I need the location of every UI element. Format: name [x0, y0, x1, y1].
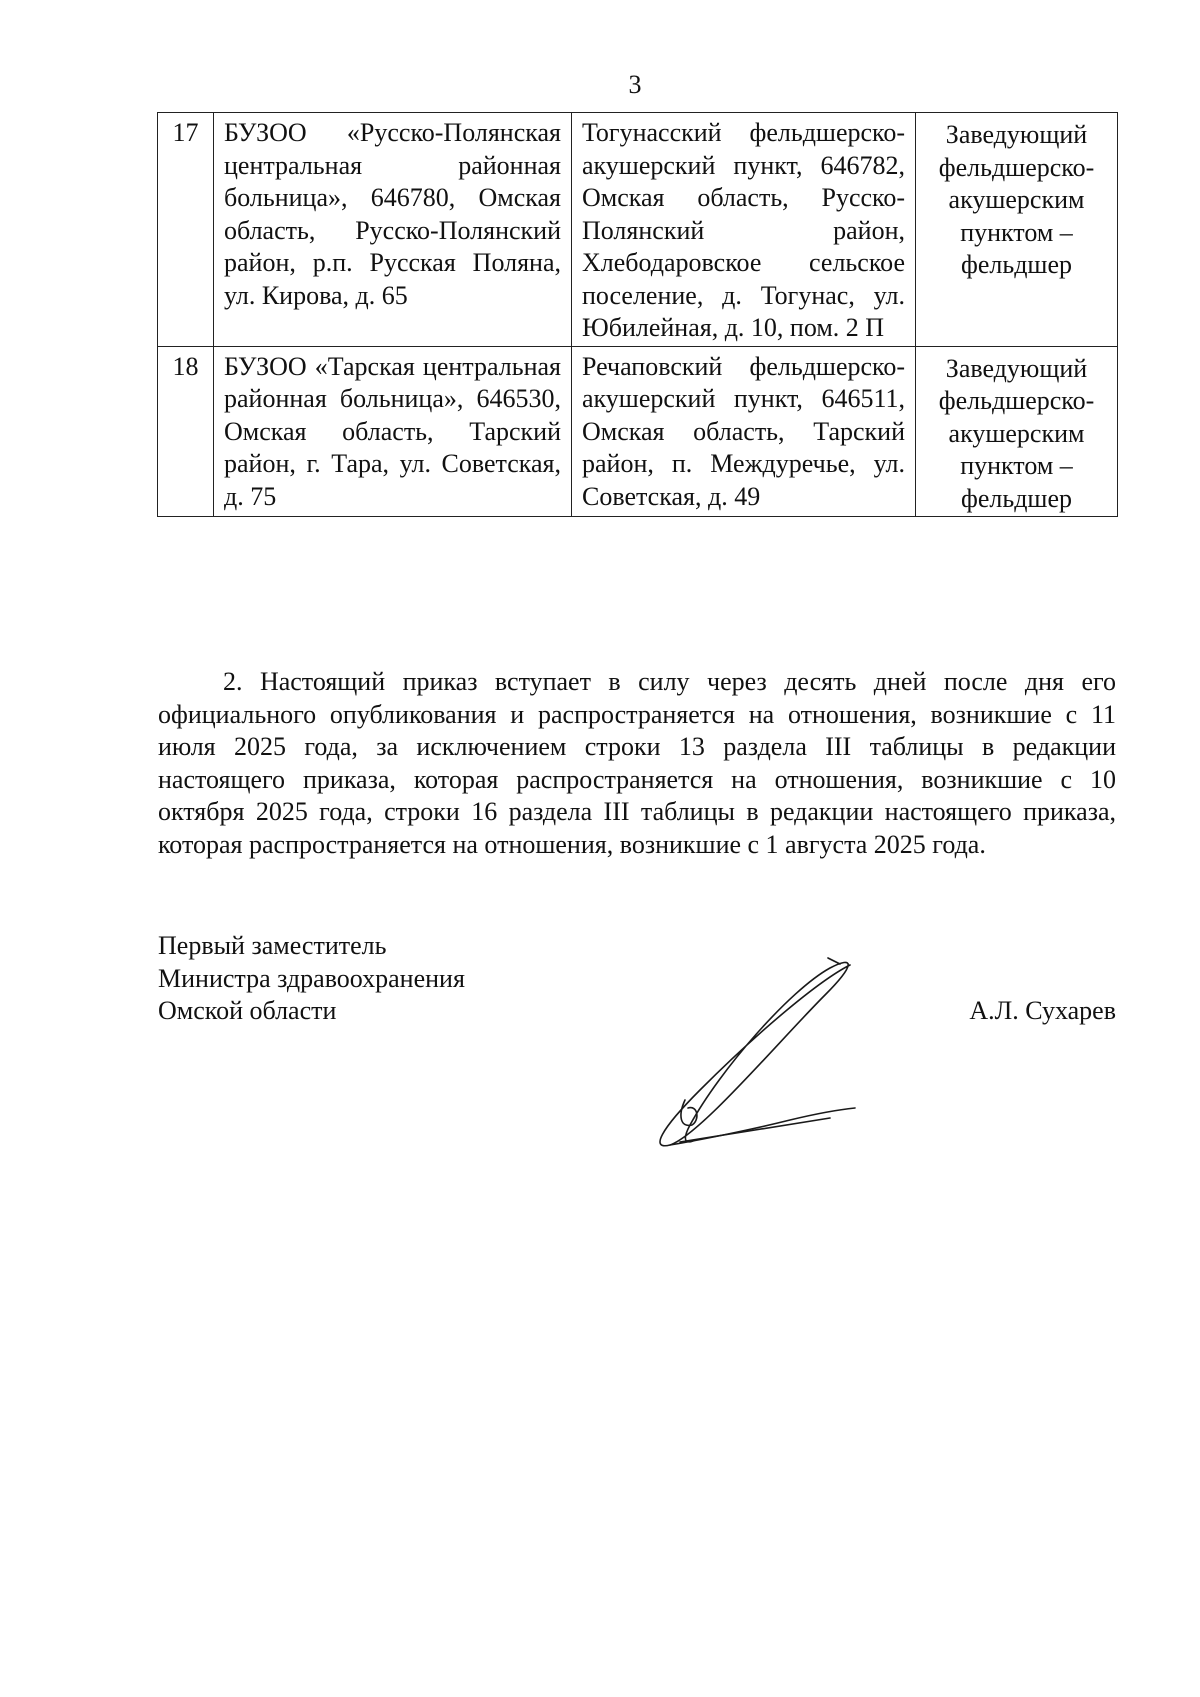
row-number: 18	[158, 346, 214, 517]
signatory-block	[158, 930, 465, 1028]
signatory-title-line-3: Омской области	[158, 996, 337, 1025]
page-number: 3	[628, 70, 642, 99]
organization-cell: БУЗОО «Тарская центральная районная больница», 646530, Омская область, Тарский район, г. Тара, ул. Советская, д. 75	[214, 346, 572, 517]
signatory-title-line-1: Первый заместитель	[158, 931, 387, 960]
unit-cell: Речаповский фельдшерско-акушерский пункт, 646511, Омская область, Тарский район, п. Междуречье, ул. Советская, д. 49	[572, 346, 916, 517]
effective-date-paragraph: 2. Настоящий приказ вступает в силу через десять дней после дня его официального опубликования и распространяется на отношения, возникшие с 11 июля 2025 года, за исключением строки 13 раздела III таблицы в редакции настоящего приказа, которая распространяется на отношения, возникшие с 10 октября 2025 года, строки 16 раздела III таблицы в редакции настоящего приказа, которая распространяется на отношения, возникшие с 1 августа 2025 года.	[158, 667, 1116, 859]
signatory-title-line-2: Министра здравоохранения	[158, 963, 465, 993]
position-cell: Заведующий фельдшерско-акушерским пунктом – фельдшер	[916, 113, 1118, 347]
row-number: 17	[158, 113, 214, 347]
organization-cell: БУЗОО «Русско-Полянская центральная районная больница», 646780, Омская область, Русско-Полянский район, р.п. Русская Поляна, ул. Кирова, д. 65	[214, 113, 572, 347]
signer-name: А.Л. Сухарев	[969, 996, 1116, 1025]
unit-cell: Тогунасский фельдшерско-акушерский пункт, 646782, Омская область, Русско-Полянский район, Хлебодаровское сельское поселение, д. Тогунас, ул. Юбилейная, д. 10, пом. 2 П	[572, 113, 916, 347]
table-row	[158, 346, 1118, 517]
position-cell: Заведующий фельдшерско-акушерским пунктом – фельдшер	[916, 346, 1118, 517]
handwritten-signature	[640, 950, 870, 1155]
institutions-table	[157, 112, 1118, 517]
table-row	[158, 113, 1118, 347]
